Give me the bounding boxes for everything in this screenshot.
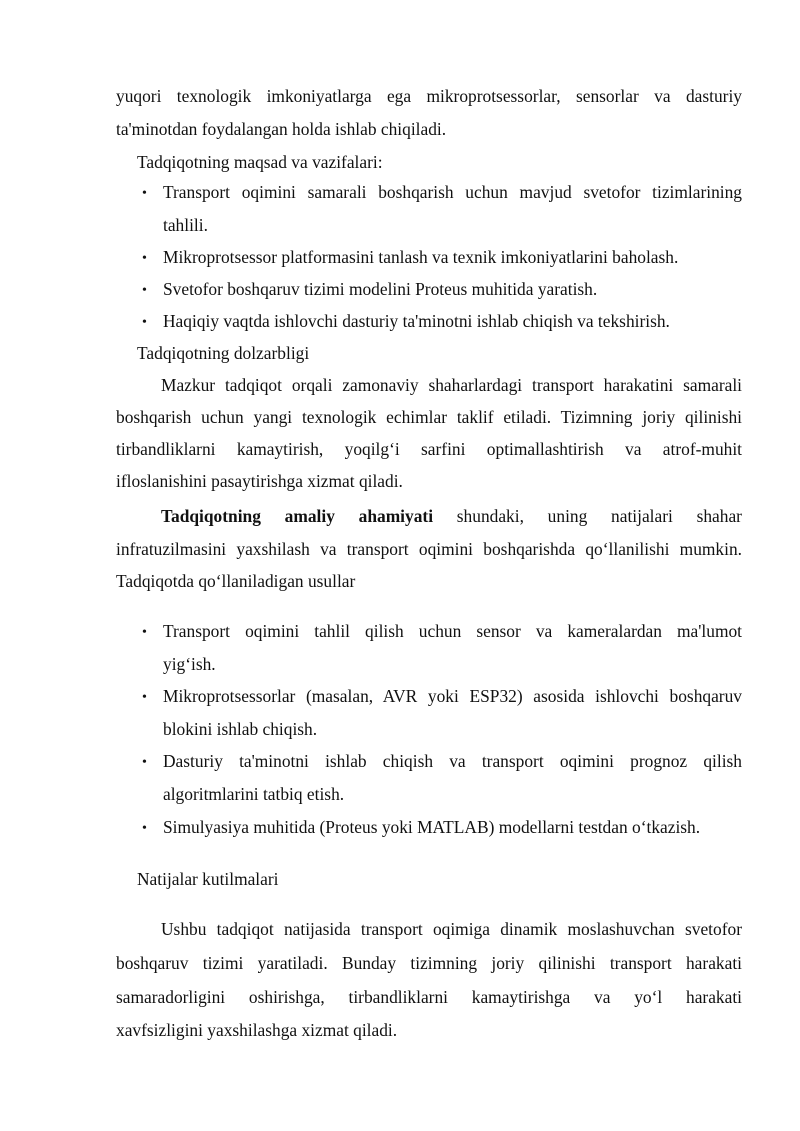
methods-item-3-line-2: algoritmlarini tatbiq etish. <box>163 784 345 804</box>
bullet-marker: • <box>142 755 147 770</box>
goals-item-3: Svetofor boshqaruv tizimi modelini Proteus muhitida yaratish. <box>163 279 598 299</box>
results-line-2: boshqaruv tizimi yaratiladi. Bunday tizimning joriy qilinishi transport harakati <box>116 953 742 973</box>
methods-item-3-line-1: Dasturiy ta'minotni ishlab chiqish va transport oqimini prognoz qilish <box>163 751 742 771</box>
relevance-line-4: ifloslanishini pasaytirishga xizmat qiladi. <box>116 471 403 491</box>
bullet-marker: • <box>142 186 147 201</box>
practical-line-1-rest: shundaki, uning natijalari shahar <box>456 506 742 526</box>
results-heading: Natijalar kutilmalari <box>137 869 279 889</box>
intro-line-1: yuqori texnologik imkoniyatlarga ega mikroprotsessorlar, sensorlar va dasturiy <box>116 86 742 106</box>
methods-item-2-line-2: blokini ishlab chiqish. <box>163 719 318 739</box>
results-line-4: xavfsizligini yaxshilashga xizmat qiladi. <box>116 1020 398 1040</box>
methods-item-2-line-1: Mikroprotsessorlar (masalan, AVR yoki ESP32) asosida ishlovchi boshqaruv <box>163 686 742 706</box>
relevance-line-1: Mazkur tadqiqot orqali zamonaviy shaharlardagi transport harakatini samarali <box>161 375 742 395</box>
methods-item-1-line-2: yig‘ish. <box>163 654 216 674</box>
bullet-marker: • <box>142 625 147 640</box>
results-line-1: Ushbu tadqiqot natijasida transport oqimiga dinamik moslashuvchan svetofor <box>161 919 742 939</box>
bullet-marker: • <box>142 251 147 266</box>
goals-item-2: Mikroprotsessor platformasini tanlash va texnik imkoniyatlarini baholash. <box>163 247 679 267</box>
relevance-line-2: boshqarish uchun yangi texnologik echimlar taklif etiladi. Tizimning joriy qilinishi <box>116 407 742 427</box>
bullet-marker: • <box>142 283 147 298</box>
goals-item-4: Haqiqiy vaqtda ishlovchi dasturiy ta'minotni ishlab chiqish va tekshirish. <box>163 311 670 331</box>
bullet-marker: • <box>142 821 147 836</box>
relevance-line-3: tirbandliklarni kamaytirish, yoqilg‘i sarfini optimallashtirish va atrof-muhit <box>116 439 742 459</box>
intro-line-2: ta'minotdan foydalangan holda ishlab chiqiladi. <box>116 119 447 139</box>
practical-bold-phrase: Tadqiqotning amaliy ahamiyati <box>161 506 434 526</box>
relevance-heading: Tadqiqotning dolzarbligi <box>137 343 310 363</box>
goals-heading: Tadqiqotning maqsad va vazifalari: <box>137 152 383 172</box>
bullet-marker: • <box>142 690 147 705</box>
goals-item-1-line-2: tahlili. <box>163 215 208 235</box>
goals-item-1-line-1: Transport oqimini samarali boshqarish uchun mavjud svetofor tizimlarining <box>163 182 742 202</box>
methods-item-4: Simulyasiya muhitida (Proteus yoki MATLAB) modellarni testdan o‘tkazish. <box>163 817 701 837</box>
methods-item-1-line-1: Transport oqimini tahlil qilish uchun sensor va kameralardan ma'lumot <box>163 621 742 641</box>
methods-heading: Tadqiqotda qo‘llaniladigan usullar <box>116 571 356 591</box>
practical-line-1 <box>161 505 742 527</box>
results-line-3: samaradorligini oshirishga, tirbandliklarni kamaytirishga va yo‘l harakati <box>116 987 742 1007</box>
bullet-marker: • <box>142 315 147 330</box>
practical-line-2: infratuzilmasini yaxshilash va transport oqimini boshqarishda qo‘llanilishi mumkin. <box>116 539 742 559</box>
